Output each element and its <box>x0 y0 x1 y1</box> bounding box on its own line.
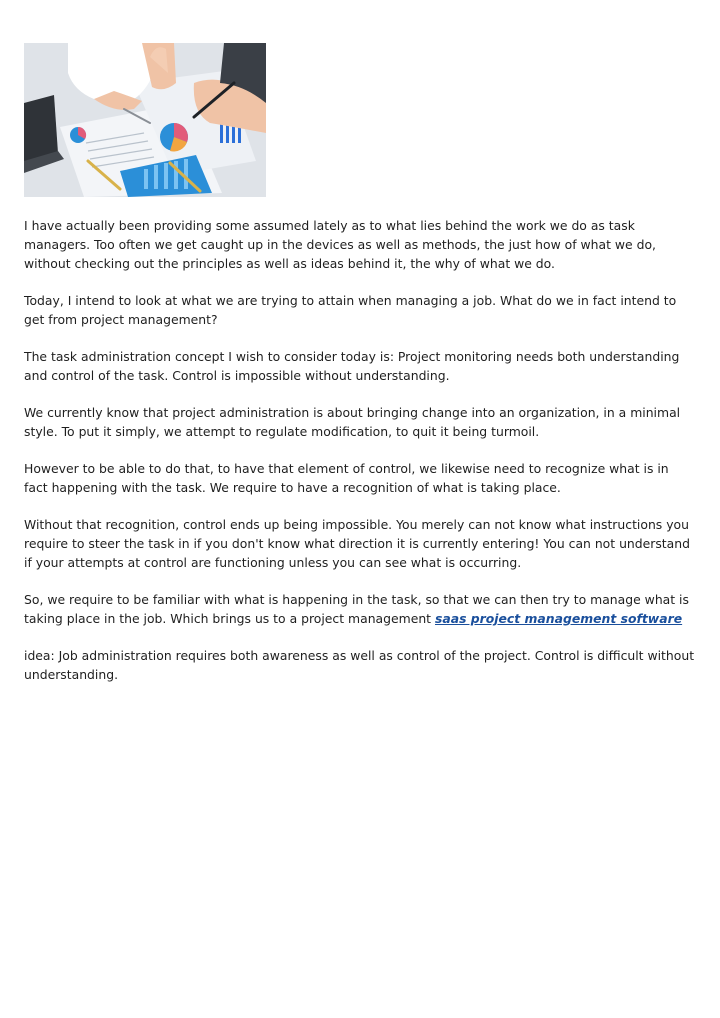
article-body <box>24 216 696 702</box>
paragraph-1: I have actually been providing some assumed lately as to what lies behind the work we do as task managers. Too often we get caught up in the devices as well as methods, the just how of what we do, without checking out the principles as well as ideas behind it, the why of what we do. <box>24 218 656 271</box>
paragraph-7-text: So, we require to be familiar with what is happening in the task, so that we can then try to manage what is taking place in the job. Which brings us to a project management <box>24 592 689 626</box>
paragraph-7 <box>24 590 696 628</box>
paragraph-6: Without that recognition, control ends up being impossible. You merely can not know what instructions you require to steer the task in if you don't know what direction it is currently entering! You can not understand if your attempts at control are functioning unless you can see what is occurring. <box>24 517 690 570</box>
paragraph-2: Today, I intend to look at what we are trying to attain when managing a job. What do we in fact intend to get from project management? <box>24 293 677 327</box>
business-meeting-illustration <box>24 43 266 197</box>
saas-pm-software-link[interactable]: saas project management software <box>434 611 683 626</box>
paragraph-5: However to be able to do that, to have that element of control, we likewise need to recognize what is in fact happening with the task. We require to have a recognition of what is taking place. <box>24 461 669 495</box>
hero-image <box>24 43 266 197</box>
paragraph-4: We currently know that project administration is about bringing change into an organization, in a minimal style. To put it simply, we attempt to regulate modification, to quit it being turmoil. <box>24 405 681 439</box>
paragraph-8: idea: Job administration requires both awareness as well as control of the project. Control is difficult without understanding. <box>24 648 695 682</box>
paragraph-3: The task administration concept I wish to consider today is: Project monitoring needs both understanding and control of the task. Control is impossible without understanding. <box>24 349 680 383</box>
